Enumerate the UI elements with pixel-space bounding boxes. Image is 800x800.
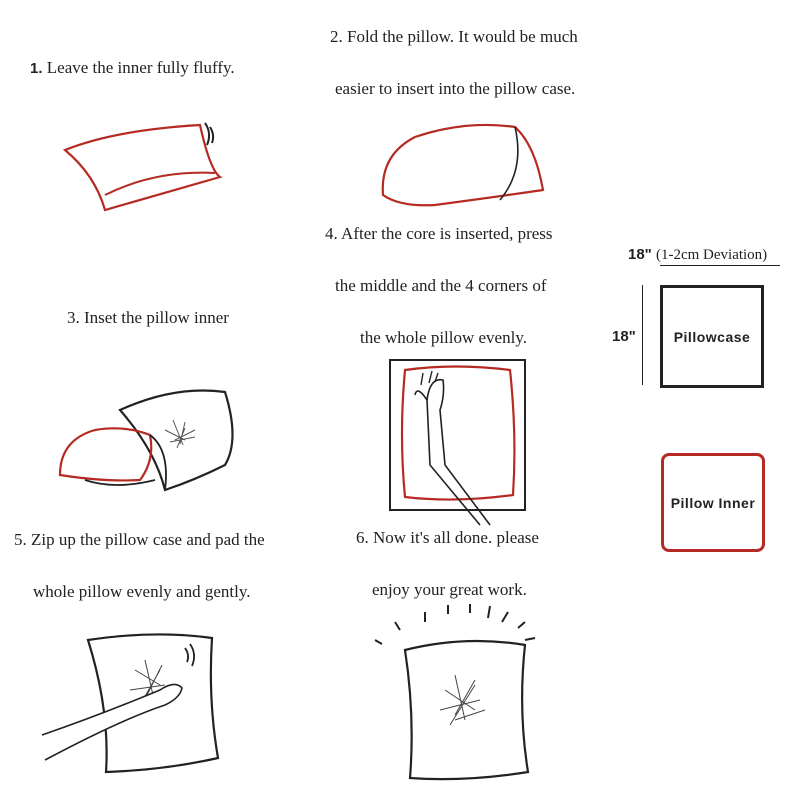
width-measure	[628, 245, 767, 265]
step-6-line-2: enjoy your great work.	[372, 580, 527, 599]
step-6-line-1: 6. Now it's all done. please	[356, 528, 539, 547]
step-2-line-1: 2. Fold the pillow. It would be much	[330, 27, 578, 46]
sparkle-lines	[375, 604, 535, 644]
press-pillow-illustration	[385, 355, 530, 530]
deviation-note: (1-2cm Deviation)	[655, 247, 768, 263]
insert-pillow-illustration	[55, 380, 245, 495]
step-4-line-2: the middle and the 4 corners of	[335, 276, 547, 295]
pillow-inner-label: Pillow Inner	[670, 494, 756, 511]
step-1-label: Leave the inner fully fluffy.	[46, 58, 235, 77]
step-3-text: 3. Inset the pillow inner	[67, 308, 229, 327]
width-value: 18"	[628, 246, 652, 263]
step-4-line-3: the whole pillow evenly.	[360, 328, 527, 347]
folded-pillow-illustration	[375, 115, 550, 210]
pillowcase-label: Pillowcase	[673, 328, 751, 345]
step-5-line-2: whole pillow evenly and gently.	[33, 582, 251, 601]
step-1-number: 1.	[30, 60, 43, 77]
height-value: 18"	[612, 328, 636, 345]
height-line	[642, 285, 643, 385]
step-4-line-1: 4. After the core is inserted, press	[325, 224, 553, 243]
step-5-line-1: 5. Zip up the pillow case and pad the	[14, 530, 265, 549]
width-underline	[660, 265, 780, 266]
step-2-line-2: easier to insert into the pillow case.	[335, 79, 576, 98]
step-1-text	[30, 58, 235, 79]
fluffy-pillow-illustration	[55, 115, 235, 220]
pillow-inner-box	[661, 453, 765, 552]
pillowcase-box	[660, 285, 764, 388]
finished-pillow-illustration	[370, 600, 555, 790]
pad-pillow-illustration	[40, 620, 230, 785]
